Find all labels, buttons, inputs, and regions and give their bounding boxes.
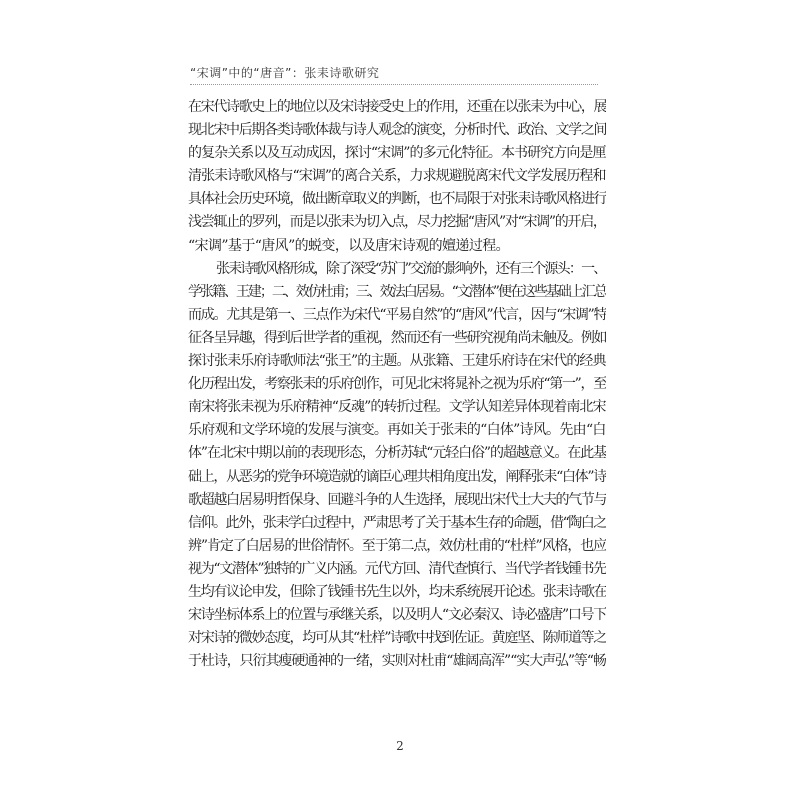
header-rule xyxy=(190,84,598,85)
text-line: 乐府观和文学环境的发展与演变。再如关于张耒的“白体”诗风。先由“白 xyxy=(188,422,606,439)
text-line: 础上，从恶劣的党争环境造就的谪臣心理共相角度出发，阐释张耒“白体”诗 xyxy=(188,468,606,485)
body-text xyxy=(188,96,606,673)
text-line: 歌超越白居易明哲保身、回避斗争的人生选择，展现出宋代士大夫的气节与 xyxy=(188,491,606,508)
text-line: 对宋诗的微妙态度，均可从其“杜样”诗歌中找到佐证。黄庭坚、陈师道等之 xyxy=(188,630,606,647)
text-line: 辨”肯定了白居易的世俗情怀。至于第二点，效仿杜甫的“杜样”风格，也应 xyxy=(188,537,606,554)
text-line: “宋调”基于“唐风”的蜕变，以及唐宋诗观的嬗递过程。 xyxy=(188,237,510,254)
text-line: 征各呈异趣，得到后世学者的重视，然而还有一些研究视角尚未触及。例如 xyxy=(188,329,606,346)
page-number: 2 xyxy=(396,739,404,753)
text-line: 浅尝辄止的罗列，而是以张耒为切入点，尽力挖掘“唐风”对“宋调”的开启， xyxy=(188,214,606,231)
text-line: 南宋将张耒视为乐府精神“反魂”的转折过程。文学认知差异体现着南北宋 xyxy=(188,399,606,416)
text-line: 生均有议论申发，但除了钱锺书先生以外，均未系统展开论述。张耒诗歌在 xyxy=(188,583,606,600)
text-line: 的复杂关系以及互动成因，探讨“宋调”的多元化特征。本书研究方向是厘 xyxy=(188,145,606,162)
text-line: 张耒诗歌风格形成，除了深受“苏门”交流的影响外，还有三个源头：一、 xyxy=(216,260,606,277)
text-line: 具体社会历史环境，做出断章取义的判断，也不局限于对张耒诗歌风格进行 xyxy=(188,191,606,208)
text-line: 在宋代诗歌史上的地位以及宋诗接受史上的作用，还重在以张耒为中心，展 xyxy=(188,99,606,115)
text-line: 而成。尤其是第一、三点作为宋代“平易自然”的“唐风”代言，因与“宋调”特 xyxy=(188,306,606,323)
text-line: 清张耒诗歌风格与“宋调”的离合关系，力求规避脱离宋代文学发展历程和 xyxy=(188,168,606,185)
running-head: “宋调”中的“唐音”：张耒诗歌研究 xyxy=(190,66,380,80)
text-line: 探讨张耒乐府诗歌师法“张王”的主题。从张籍、王建乐府诗在宋代的经典 xyxy=(188,353,606,370)
text-line: 体”在北宋中期以前的表现形态，分析苏轼“元轻白俗”的超越意义。在此基 xyxy=(188,445,606,462)
text-line: 现北宋中后期各类诗歌体裁与诗人观念的演变，分析时代、政治、文学之间 xyxy=(188,122,606,139)
text-line: 宋诗坐标体系上的位置与承继关系，以及明人“文必秦汉、诗必盛唐”口号下 xyxy=(188,607,606,624)
text-line: 视为“文潜体”独特的广义内涵。元代方回、清代查慎行、当代学者钱锺书先 xyxy=(188,560,606,577)
text-line: 化历程出发，考察张耒的乐府创作，可见北宋将晁补之视为乐府“第一”，至 xyxy=(188,376,606,393)
text-line: 学张籍、王建；二、效仿杜甫；三、效法白居易。“文潜体”便在这些基础上汇总 xyxy=(188,283,606,300)
text-line: 信仰。此外，张耒学白过程中，严肃思考了关于基本生存的命题，借“陶白之 xyxy=(188,514,606,531)
text-line: 于杜诗，只衍其瘦硬通神的一绪，实则对杜甫“雄阔高浑”“实大声弘”等“畅 xyxy=(188,653,606,670)
